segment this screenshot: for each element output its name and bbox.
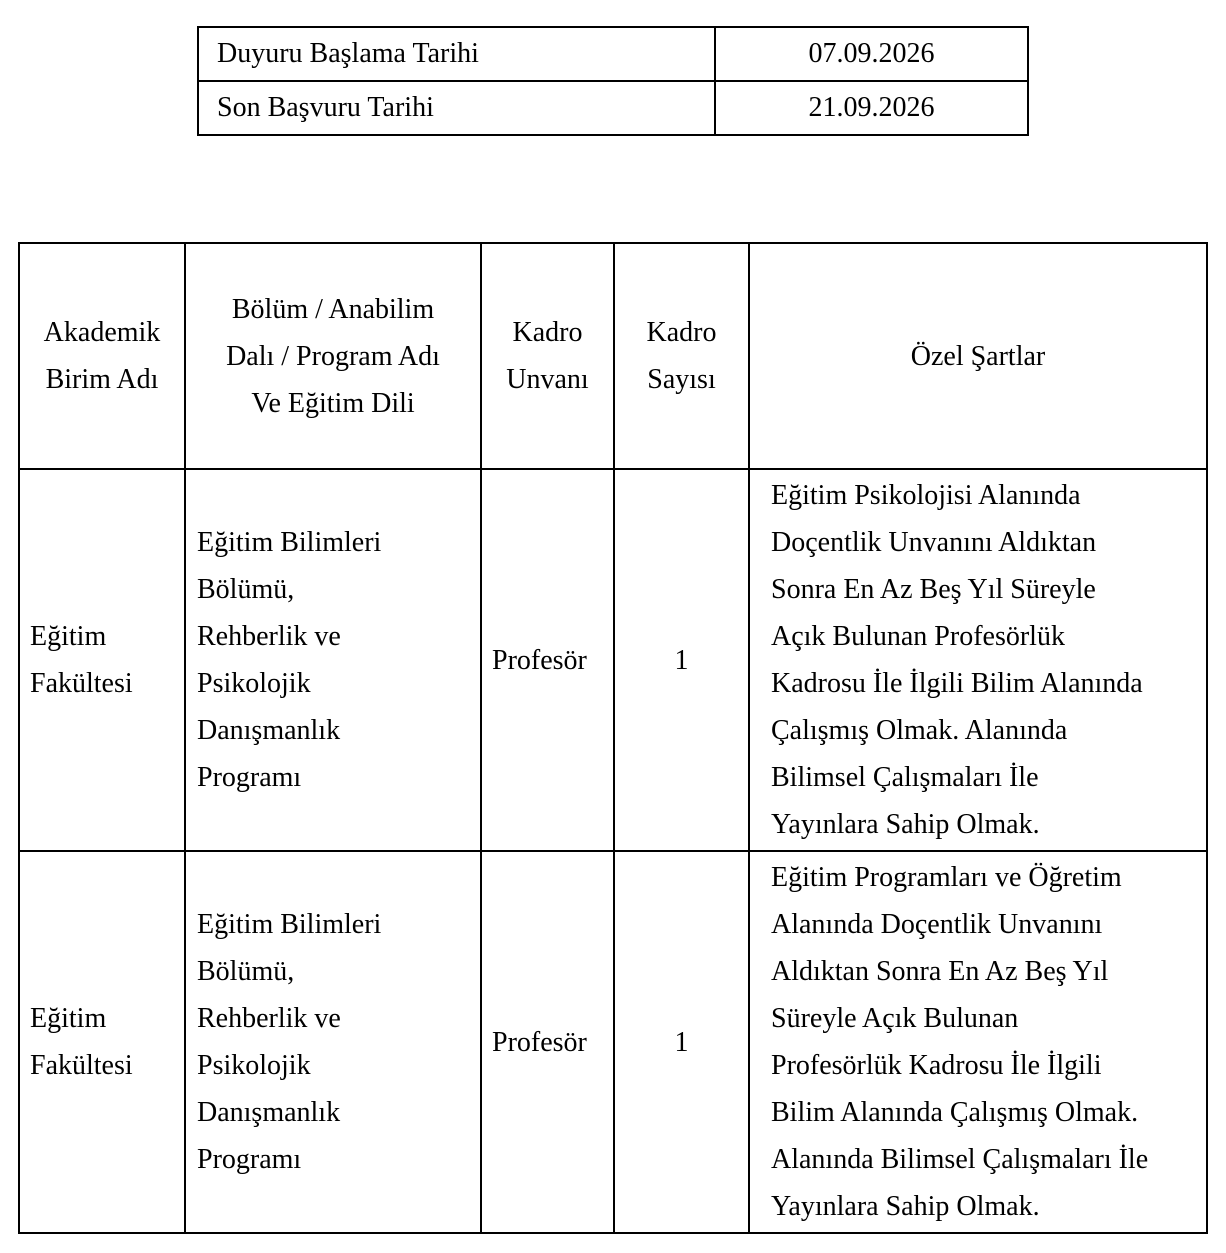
- department-line: Danışmanlık: [197, 715, 341, 746]
- start-date-label: Duyuru Başlama Tarihi: [198, 27, 715, 81]
- deadline-value: 21.09.2026: [715, 81, 1028, 135]
- header-department-line: Ve Eğitim Dili: [251, 387, 415, 419]
- title-cell: Profesör: [481, 851, 614, 1233]
- requirements-line: Eğitim Psikolojisi Alanında: [771, 480, 1081, 511]
- unit-cell: [19, 851, 185, 1233]
- header-unit-line: Akademik: [43, 317, 161, 348]
- department-line: Bölümü,: [197, 574, 295, 605]
- department-cell: [185, 469, 481, 851]
- header-count-line: Sayısı: [647, 364, 716, 395]
- header-title-line: Unvanı: [506, 364, 589, 395]
- announcement-dates-table: [197, 26, 1029, 136]
- deadline-row: [198, 81, 1028, 135]
- header-count: [614, 243, 749, 469]
- department-line: Eğitim Bilimleri: [197, 527, 382, 558]
- unit-cell: [19, 469, 185, 851]
- header-requirements: [749, 243, 1207, 469]
- count-cell: 1: [614, 851, 749, 1233]
- unit-line: Fakültesi: [30, 668, 133, 699]
- requirements-line: Bilimsel Çalışmaları İle: [771, 762, 1039, 793]
- header-title-line: Kadro: [512, 317, 583, 348]
- deadline-label: Son Başvuru Tarihi: [198, 81, 715, 135]
- requirements-line: Profesörlük Kadrosu İle İlgili: [771, 1050, 1102, 1081]
- requirements-line: Açık Bulunan Profesörlük: [771, 621, 1065, 652]
- header-requirements-line: Özel Şartlar: [910, 340, 1046, 372]
- department-line: Bölümü,: [197, 956, 295, 987]
- department-line: Rehberlik ve: [197, 621, 341, 652]
- requirements-cell: [749, 469, 1207, 851]
- start-date-value: 07.09.2026: [715, 27, 1028, 81]
- requirements-line: Sonra En Az Beş Yıl Süreyle: [771, 574, 1096, 605]
- requirements-line: Kadrosu İle İlgili Bilim Alanında: [771, 668, 1143, 699]
- positions-table: [18, 242, 1208, 1234]
- department-line: Rehberlik ve: [197, 1003, 341, 1034]
- department-cell: [185, 851, 481, 1233]
- requirements-line: Yayınlara Sahip Olmak.: [771, 1191, 1040, 1222]
- department-line: Programı: [197, 762, 302, 793]
- header-department-line: Bölüm / Anabilim: [231, 293, 435, 325]
- table-header-row: [19, 243, 1207, 469]
- department-line: Danışmanlık: [197, 1097, 341, 1128]
- header-unit-line: Birim Adı: [45, 364, 159, 395]
- header-department-line: Dalı / Program Adı: [226, 340, 440, 372]
- department-line: Eğitim Bilimleri: [197, 909, 382, 940]
- department-line: Psikolojik: [197, 668, 311, 699]
- requirements-line: Süreyle Açık Bulunan: [771, 1003, 1019, 1034]
- requirements-line: Alanında Doçentlik Unvanını: [771, 909, 1103, 940]
- unit-line: Eğitim: [30, 1003, 107, 1034]
- header-department: [185, 243, 481, 469]
- requirements-cell: [749, 851, 1207, 1233]
- count-cell: 1: [614, 469, 749, 851]
- unit-line: Eğitim: [30, 621, 107, 652]
- unit-line: Fakültesi: [30, 1050, 133, 1081]
- department-line: Psikolojik: [197, 1050, 311, 1081]
- requirements-line: Bilim Alanında Çalışmış Olmak.: [771, 1097, 1139, 1128]
- department-line: Programı: [197, 1144, 302, 1175]
- header-count-line: Kadro: [646, 317, 717, 348]
- requirements-line: Alanında Bilimsel Çalışmaları İle: [771, 1144, 1149, 1175]
- table-row: [19, 469, 1207, 851]
- requirements-line: Aldıktan Sonra En Az Beş Yıl: [771, 956, 1109, 987]
- header-unit: [19, 243, 185, 469]
- header-title: [481, 243, 614, 469]
- start-date-row: [198, 27, 1028, 81]
- table-row: [19, 851, 1207, 1233]
- requirements-line: Çalışmış Olmak. Alanında: [771, 715, 1068, 746]
- requirements-line: Eğitim Programları ve Öğretim: [771, 862, 1122, 893]
- requirements-line: Doçentlik Unvanını Aldıktan: [771, 527, 1097, 558]
- title-cell: Profesör: [481, 469, 614, 851]
- requirements-line: Yayınlara Sahip Olmak.: [771, 809, 1040, 840]
